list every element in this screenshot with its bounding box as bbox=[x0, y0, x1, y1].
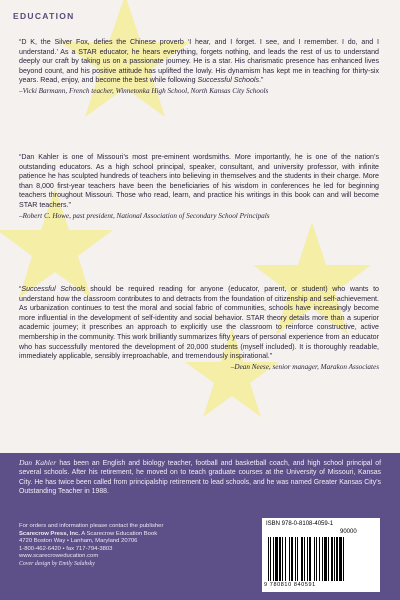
review-attribution: –Robert C. Howe, past president, National Association of Secondary School Principals bbox=[19, 211, 270, 220]
price-code: 90000 bbox=[340, 529, 357, 535]
barcode-stripe bbox=[304, 537, 305, 581]
publisher-website[interactable]: www.scarecroweducation.com bbox=[19, 553, 99, 560]
barcode-bars bbox=[266, 537, 376, 581]
barcode-stripe bbox=[291, 537, 293, 581]
book-title: Successful Schools bbox=[21, 285, 86, 293]
ordering-info bbox=[19, 523, 219, 569]
barcode-stripe bbox=[314, 537, 315, 581]
barcode-stripe bbox=[297, 537, 298, 581]
barcode-stripe bbox=[295, 537, 296, 581]
barcode-stripe bbox=[282, 537, 283, 581]
barcode-stripe bbox=[289, 537, 290, 581]
barcode-stripe bbox=[334, 537, 335, 581]
ean-digits: 9 780810 840591 bbox=[264, 582, 316, 588]
category-label: EDUCATION bbox=[13, 11, 75, 21]
barcode bbox=[262, 518, 380, 592]
publisher-phone: 1-800-462-6420 • fax 717-794-3803 bbox=[19, 545, 113, 552]
publisher-address: 4720 Boston Way • Lanham, Maryland 20706 bbox=[19, 538, 138, 545]
review-attribution: –Dean Neese, senior manager, Marakon Associates bbox=[230, 362, 379, 371]
barcode-stripe bbox=[316, 537, 317, 581]
barcode-stripe bbox=[328, 537, 329, 581]
barcode-stripe bbox=[301, 537, 303, 581]
barcode-stripe bbox=[319, 537, 320, 581]
barcode-stripe bbox=[309, 537, 311, 581]
barcode-stripe bbox=[307, 537, 308, 581]
barcode-stripe bbox=[275, 537, 278, 581]
review-quote: “D K, the Silver Fox, defies the Chinese proverb ‘I hear, and I forget. I see, and I remember. I do, and I understand.’ As a STAR educator, he hears everything, forgets nothing, and leads the rest of us to understand deeply our craft by taking us on a passionate journey. He is a star. His charismatic presence has enhanced lives beyond count, and his positive attitude has uplifted the lowly. His dynamism has kept me in teaching for thirty-six years. Read, enjoy, and become the best while following Successful Schools.” bbox=[19, 38, 379, 85]
review-quote: “Dan Kahler is one of Missouri’s most pre-eminent wordsmiths. More importantly, he is one of the nation’s outstanding educators. As a high school principal, speaker, consultant, and university professor, with infinite patience he has sculpted hundreds of teachers into believing in themselves and the students in their charge. More than 8,000 first-year teachers have been the beneficiaries of his wisdom in conferences he led for beginning teachers throughout Missouri. Those who read, learn, and practice his writings in this book can and will become STAR teachers.” bbox=[19, 153, 379, 209]
barcode-stripe bbox=[343, 537, 344, 581]
publisher-name: Scarecrow Press, Inc. bbox=[19, 530, 80, 537]
isbn-text: ISBN 978-0-8108-4059-1 bbox=[266, 521, 334, 527]
barcode-stripe bbox=[268, 537, 269, 581]
barcode-stripe bbox=[331, 537, 333, 581]
review-1 bbox=[19, 38, 379, 96]
review-2 bbox=[19, 153, 379, 221]
barcode-stripe bbox=[336, 537, 338, 581]
author-bio: Dan Kahler has been an English and biology teacher, football and basketball coach, and high school principal of several schools. After his retirement, he moved on to teach graduate courses at the University of Missouri, Kansas City. He has twice been called from principalship retirement to lead schools, and he was named Greater Kansas City’s Outstanding Teacher in 1988. bbox=[19, 458, 381, 496]
barcode-stripe bbox=[273, 537, 274, 581]
book-title: Successful Schools bbox=[197, 76, 260, 85]
cover-design-credit: Cover design by Emily Salahsky bbox=[19, 560, 95, 567]
barcode-stripe bbox=[322, 537, 323, 581]
barcode-stripe bbox=[339, 537, 342, 581]
review-attribution: –Vicki Barmann, French teacher, Winnetonka High School, North Kansas City Schools bbox=[19, 86, 269, 95]
order-intro: For orders and information please contact the publisher bbox=[19, 523, 164, 529]
imprint: A Scarecrow Education Book bbox=[81, 530, 158, 537]
author-name: Dan Kahler bbox=[19, 458, 57, 467]
barcode-stripe bbox=[279, 537, 281, 581]
barcode-stripe bbox=[324, 537, 327, 581]
barcode-stripe bbox=[270, 537, 271, 581]
barcode-stripe bbox=[285, 537, 286, 581]
review-3 bbox=[19, 285, 379, 372]
review-quote: “Successful Schools should be required reading for anyone (educator, parent, or student) who wants to understand how the classroom contributes to and detracts from the foundation of citizenship and self-achievement. As urbanization continues to test the moral and social fabric of communities, schools have increasingly become more influential in the development of self-identity and social behavior. STAR theory details more than a superior academic journey; it prescribes an approach to explicitly use the classroom to reinforce constructive, active membership in the community. This work brilliantly summarizes fifty years of personal experience from an educator who has successfully mentored the development of 20,000 students (myself included). It is thoroughly readable, immediately applicable, sensibly irreproachable, and tremendously inspirational.” bbox=[19, 285, 379, 361]
